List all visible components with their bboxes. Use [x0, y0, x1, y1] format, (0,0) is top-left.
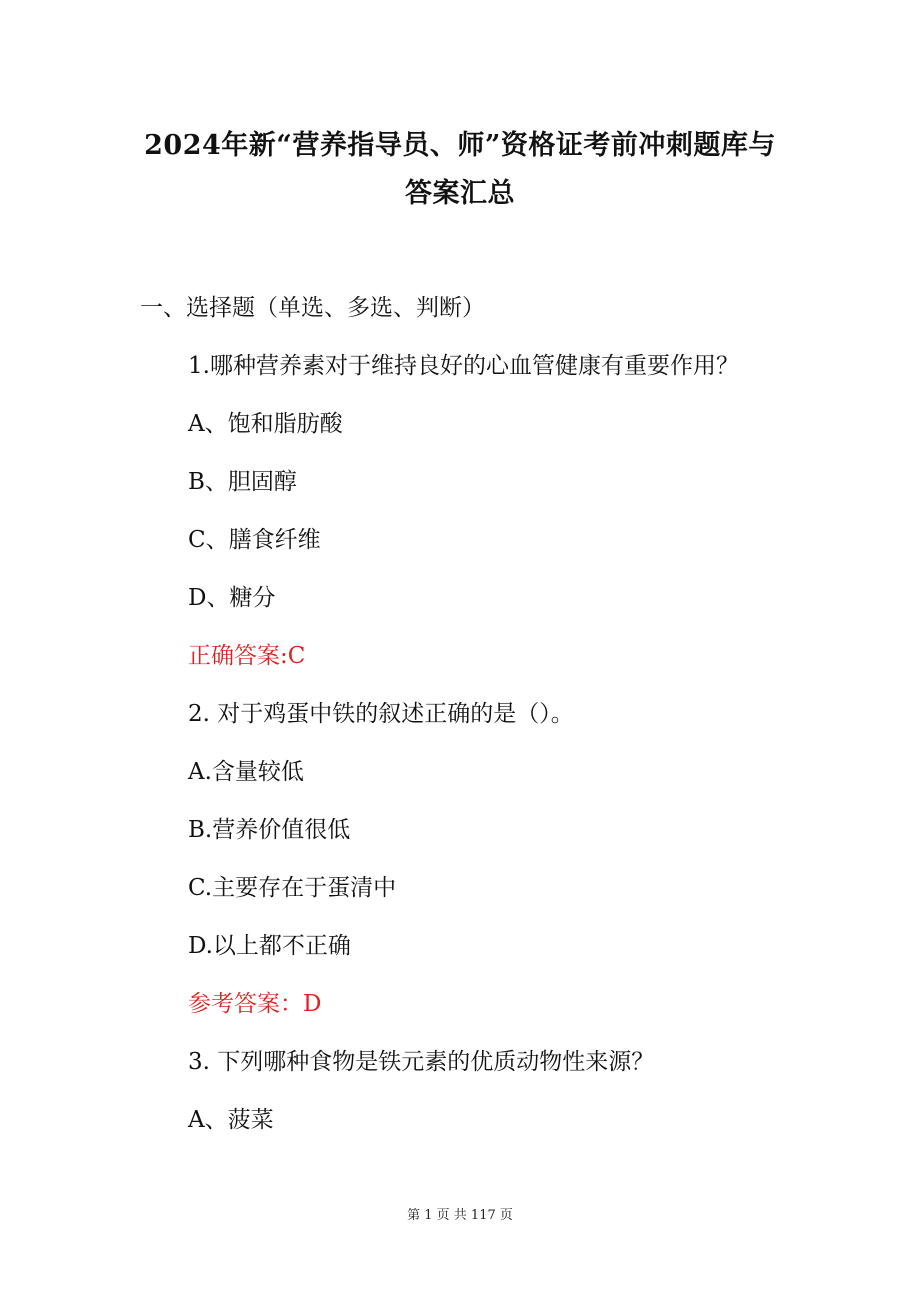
- document-title-line-1: 2024年新“营养指导员、师”资格证考前冲刺题库与: [144, 130, 776, 161]
- question-1-option-c: C、膳食纤维: [188, 527, 321, 553]
- document-title-line-2: 答案汇总: [405, 178, 515, 209]
- question-2-option-a: A.含量较低: [188, 759, 304, 785]
- question-2-answer: 参考答案：D: [188, 991, 322, 1017]
- question-1-option-d: D、糖分: [188, 585, 276, 611]
- question-3-stem: 3. 下列哪种食物是铁元素的优质动物性来源？: [188, 1049, 655, 1075]
- question-2-option-b: B.营养价值很低: [188, 817, 351, 843]
- question-1-option-b: B、胆固醇: [188, 469, 297, 495]
- section-heading: 一、选择题（单选、多选、判断）: [140, 295, 485, 321]
- question-3-option-a: A、菠菜: [188, 1107, 274, 1133]
- page-footer: 第 1 页 共 117 页: [407, 1208, 513, 1223]
- question-1-option-a: A、饱和脂肪酸: [188, 411, 343, 437]
- question-2-option-c: C.主要存在于蛋清中: [188, 875, 397, 901]
- question-1-stem: 1.哪种营养素对于维持良好的心血管健康有重要作用？: [188, 353, 739, 379]
- question-2-stem: 2. 对于鸡蛋中铁的叙述正确的是（）。: [188, 701, 574, 727]
- question-1-answer: 正确答案:C: [188, 643, 306, 669]
- question-2-option-d: D.以上都不正确: [188, 933, 351, 959]
